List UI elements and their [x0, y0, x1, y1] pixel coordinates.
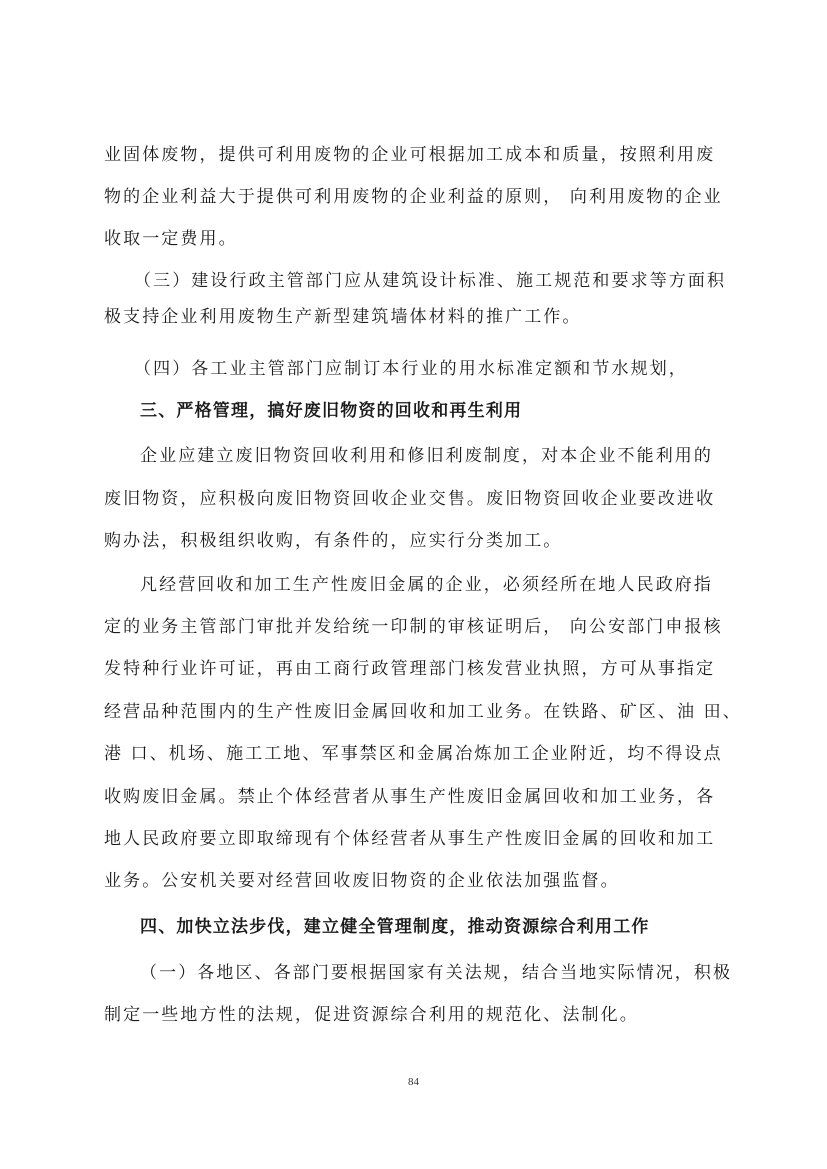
list-item-text: （一）各地区、各部门要根据国家有关法规，结合当地实际情况，积极 [140, 963, 733, 983]
body-text-line: 物的企业利益大于提供可利用废物的企业利益的原则， 向利用废物的企业 [104, 187, 723, 207]
body-text-line: 港 口、机场、施工工地、军事禁区和金属冶炼加工企业附近，均不得设点 [104, 744, 723, 764]
body-text-line: 废旧物资，应积极向废旧物资回收企业交售。废旧物资回收企业要改进收 [104, 489, 716, 509]
page-number: 84 [408, 1076, 419, 1088]
body-text-line: 制定一些地方性的法规，促进资源综合利用的规范化、法制化。 [104, 1005, 639, 1025]
section-heading: 三、严格管理，搞好废旧物资的回收和再生利用 [140, 401, 523, 421]
body-text-line: 定的业务主管部门审批并发给统一印制的审核证明后， 向公安部门申报核 [104, 617, 723, 637]
body-text-line: 业务。公安机关要对经营回收废旧物资的企业依法加强监督。 [104, 871, 620, 891]
list-item-text: （三）建设行政主管部门应从建筑设计标准、施工规范和要求等方面积 [134, 271, 727, 291]
body-text-line: 购办法，积极组织收购，有条件的，应实行分类加工。 [104, 531, 563, 551]
body-text-line: 业固体废物，提供可利用废物的企业可根据加工成本和质量，按照利用废 [104, 145, 716, 165]
body-text-line: 经营品种范围内的生产性废旧金属回收和加工业务。在铁路、矿区、油 田、 [104, 702, 742, 722]
body-text-line: 极支持企业利用废物生产新型建筑墙体材料的推广工作。 [104, 307, 582, 327]
body-text-line: 发特种行业许可证，再由工商行政管理部门核发营业执照，方可从事指定 [104, 659, 716, 679]
section-heading: 四、加快立法步伐，建立健全管理制度，推动资源综合利用工作 [140, 917, 650, 937]
body-text-line: 收取一定费用。 [104, 229, 238, 249]
body-text-line: 凡经营回收和加工生产性废旧金属的企业，必须经所在地人民政府指 [140, 575, 713, 595]
body-text-line: 企业应建立废旧物资回收利用和修旧利废制度，对本企业不能利用的 [140, 446, 713, 466]
list-item-text: （四）各工业主管部门应制订本行业的用水标准定额和节水规划， [134, 359, 688, 379]
body-text-line: 收购废旧金属。禁止个体经营者从事生产性废旧金属回收和加工业务，各 [104, 787, 716, 807]
body-text-line: 地人民政府要立即取缔现有个体经营者从事生产性废旧金属的回收和加工 [104, 829, 716, 849]
